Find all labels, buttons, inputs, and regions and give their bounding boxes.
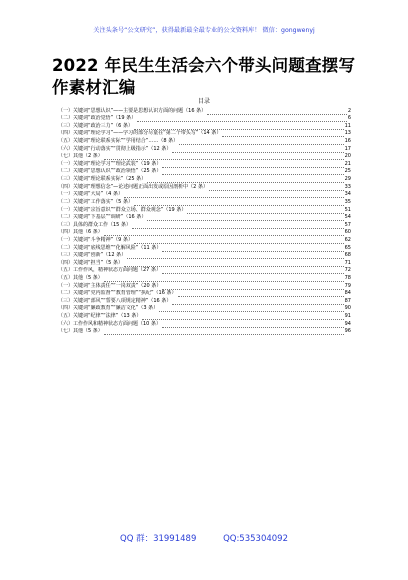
toc-entry[interactable] bbox=[58, 214, 351, 222]
toc-entry-title: （三）关键词“理论联系实际”（25 条） bbox=[58, 176, 147, 183]
toc-dot-leader bbox=[134, 124, 344, 130]
toc-entry-title: （二）关键词“工作落实”（5 条） bbox=[58, 198, 133, 205]
toc-dot-leader bbox=[124, 261, 344, 267]
toc-entry-page: 17 bbox=[344, 145, 351, 152]
toc-entry-title: （四）关键词“担当”（5 条） bbox=[58, 259, 123, 266]
toc-entry-page: 6 bbox=[347, 115, 351, 122]
toc-dot-leader bbox=[134, 238, 344, 244]
toc-entry-title: （三）关键词“部风”“誓要八项规定精神”（16 条） bbox=[58, 297, 172, 304]
toc-entry-title: （一）关键词“主体责任”“一岗双责”（20 条） bbox=[58, 282, 162, 289]
toc-entry[interactable] bbox=[58, 198, 351, 206]
toc-entry[interactable] bbox=[58, 282, 351, 290]
table-of-contents bbox=[58, 107, 351, 335]
toc-entry[interactable] bbox=[58, 160, 351, 168]
toc-entry-title: （一）关键词“思想认识”——主要是思想认识方面的问题（16 条） bbox=[58, 107, 207, 114]
toc-entry[interactable] bbox=[58, 252, 351, 260]
toc-entry[interactable] bbox=[58, 191, 351, 199]
toc-entry-title: （七）其他（5 条） bbox=[58, 328, 103, 335]
toc-entry[interactable] bbox=[58, 229, 351, 237]
toc-entry-page: 65 bbox=[344, 244, 351, 251]
toc-dot-leader bbox=[162, 284, 343, 290]
toc-entry-title: （二）关键词“思想认识”“政治领悟”（25 条） bbox=[58, 168, 162, 175]
toc-dot-leader bbox=[178, 291, 344, 297]
toc-entry[interactable] bbox=[58, 115, 351, 123]
toc-entry[interactable] bbox=[58, 206, 351, 214]
toc-entry-page: 71 bbox=[344, 259, 351, 266]
toc-entry-title: （一）关键词“理论学习”“理论武装”（19 条） bbox=[58, 160, 162, 167]
toc-entry-page: 51 bbox=[344, 206, 351, 213]
toc-entry-title: （四）关键词“理想信念”—论述问题正面出发或原因剖析中（2 条） bbox=[58, 183, 208, 190]
toc-dot-leader bbox=[162, 162, 343, 168]
toc-dot-leader bbox=[209, 185, 344, 191]
toc-entry[interactable] bbox=[58, 221, 351, 229]
toc-entry-page: 29 bbox=[344, 176, 351, 183]
toc-entry-page: 16 bbox=[344, 138, 351, 145]
toc-entry[interactable] bbox=[58, 290, 351, 298]
toc-entry-page: 72 bbox=[344, 267, 351, 274]
toc-entry[interactable] bbox=[58, 153, 351, 161]
toc-entry-page: 84 bbox=[344, 290, 351, 297]
toc-dot-leader bbox=[207, 109, 347, 115]
toc-entry-page: 78 bbox=[344, 275, 351, 282]
toc-dot-leader bbox=[137, 116, 347, 122]
toc-dot-leader bbox=[134, 200, 344, 206]
toc-dot-leader bbox=[104, 329, 344, 335]
toc-entry[interactable] bbox=[58, 259, 351, 267]
toc-entry-title: （一）关键词“大局”（4 条） bbox=[58, 191, 123, 198]
toc-entry[interactable] bbox=[58, 328, 351, 336]
toc-entry-page: 2 bbox=[347, 107, 351, 114]
toc-entry-page: 33 bbox=[344, 183, 351, 190]
toc-dot-leader bbox=[147, 215, 343, 221]
toc-entry-title: （三）关键词“创新”（12 条） bbox=[58, 252, 127, 259]
toc-entry-title: （三）具体的群众工作（15 条） bbox=[58, 221, 131, 228]
toc-entry[interactable] bbox=[58, 137, 351, 145]
toc-entry-page: 94 bbox=[344, 320, 351, 327]
toc-dot-leader bbox=[187, 208, 343, 214]
toc-entry-page: 62 bbox=[344, 236, 351, 243]
toc-entry-title: （二）关键词“底线思维”“化解风险”（11 条） bbox=[58, 244, 162, 251]
toc-dot-leader bbox=[162, 169, 343, 175]
toc-entry-title: （五）关键词“理论联系实际”“学用结合”……（8 条） bbox=[58, 138, 179, 145]
toc-entry[interactable] bbox=[58, 122, 351, 130]
toc-entry-title: （三）关键词“政治三力”（6 条） bbox=[58, 122, 133, 129]
toc-entry-title: （四）关键词“廉政教育”“廉洁文化”（3 条） bbox=[58, 305, 159, 312]
toc-entry[interactable] bbox=[58, 183, 351, 191]
toc-entry-page: 60 bbox=[344, 229, 351, 236]
toc-entry-page: 57 bbox=[344, 221, 351, 228]
toc-dot-leader bbox=[132, 223, 344, 229]
toc-entry[interactable] bbox=[58, 175, 351, 183]
document-title: 2022 年民生生活会六个带头问题查摆写作素材汇编 bbox=[52, 56, 356, 97]
toc-dot-leader bbox=[162, 268, 344, 274]
toc-entry-page: 87 bbox=[344, 297, 351, 304]
toc-entry-title: （一）关键词“宗旨意识”“群众立场、群众观念”（19 条） bbox=[58, 206, 187, 213]
toc-entry-title: （四）关键词“理论学习”——学习的部分尽量在“第二个带头写”（14 条） bbox=[58, 130, 222, 137]
toc-entry[interactable] bbox=[58, 244, 351, 252]
toc-dot-leader bbox=[172, 299, 343, 305]
toc-dot-leader bbox=[159, 306, 343, 312]
toc-dot-leader bbox=[127, 253, 343, 259]
toc-entry-title: （四）其他（6 条） bbox=[58, 229, 103, 236]
toc-entry-page: 13 bbox=[344, 130, 351, 137]
toc-entry-title: （二）关键词“党内监督”“教育管理”“执纪”（16 条） bbox=[58, 290, 177, 297]
toc-entry-page: 21 bbox=[344, 160, 351, 167]
toc-entry-page: 20 bbox=[344, 153, 351, 160]
toc-entry-title: （二）关键词“政治觉悟”（19 条） bbox=[58, 115, 137, 122]
toc-entry-title: （五）其他（5 条） bbox=[58, 275, 103, 282]
toc-dot-leader bbox=[124, 192, 344, 198]
toc-dot-leader bbox=[172, 147, 343, 153]
toc-entry[interactable] bbox=[58, 320, 351, 328]
toc-entry-page: 34 bbox=[344, 191, 351, 198]
toc-entry-page: 96 bbox=[344, 328, 351, 335]
toc-entry[interactable] bbox=[58, 145, 351, 153]
toc-entry-title: （一）关键词“斗争精神”（9 条） bbox=[58, 236, 133, 243]
toc-entry[interactable] bbox=[58, 297, 351, 305]
toc-dot-leader bbox=[162, 322, 344, 328]
toc-entry[interactable] bbox=[58, 305, 351, 313]
toc-entry-title: （七）其他（2 条） bbox=[58, 153, 103, 160]
footer-qq: QQ:535304092 bbox=[223, 534, 288, 544]
toc-entry-page: 54 bbox=[344, 214, 351, 221]
toc-entry[interactable] bbox=[58, 236, 351, 244]
toc-entry[interactable] bbox=[58, 312, 351, 320]
toc-entry-page: 79 bbox=[344, 282, 351, 289]
toc-entry-page: 91 bbox=[344, 313, 351, 320]
toc-entry-title: （五）工作作风，精神状态方面问题（27 条） bbox=[58, 267, 161, 274]
toc-entry-page: 90 bbox=[344, 305, 351, 312]
toc-heading: 目录 bbox=[197, 98, 210, 105]
toc-entry-page: 68 bbox=[344, 252, 351, 259]
toc-dot-leader bbox=[104, 276, 344, 282]
header-banner: 关注头条号“公文研究”，获得最新最全最专业的公文资料库！ 微信：gongwenyj bbox=[93, 27, 315, 34]
toc-dot-leader bbox=[104, 154, 344, 160]
footer-qq-group: QQ 群：31991489 bbox=[120, 534, 197, 544]
toc-entry-title: （二）关键词“下基层”“调研”（16 条） bbox=[58, 214, 147, 221]
toc-entry-page: 11 bbox=[344, 122, 351, 129]
toc-dot-leader bbox=[104, 230, 344, 236]
toc-entry-page: 25 bbox=[344, 168, 351, 175]
toc-entry-title: （六）关键词“行动落实”“贯彻上级指示”（12 条） bbox=[58, 145, 172, 152]
toc-dot-leader bbox=[179, 139, 343, 145]
toc-entry[interactable] bbox=[58, 267, 351, 275]
footer bbox=[0, 534, 408, 545]
toc-dot-leader bbox=[162, 246, 343, 252]
toc-entry-page: 35 bbox=[344, 198, 351, 205]
toc-dot-leader bbox=[147, 177, 343, 183]
toc-entry-title: （六）工作作风和精神状态方面问题（10 条） bbox=[58, 320, 161, 327]
toc-entry[interactable] bbox=[58, 168, 351, 176]
toc-dot-leader bbox=[142, 314, 343, 320]
toc-entry[interactable] bbox=[58, 130, 351, 138]
toc-entry[interactable] bbox=[58, 274, 351, 282]
toc-entry-title: （五）关键词“纪律”“法律”（13 条） bbox=[58, 313, 142, 320]
toc-dot-leader bbox=[222, 131, 343, 137]
toc-entry[interactable] bbox=[58, 107, 351, 115]
